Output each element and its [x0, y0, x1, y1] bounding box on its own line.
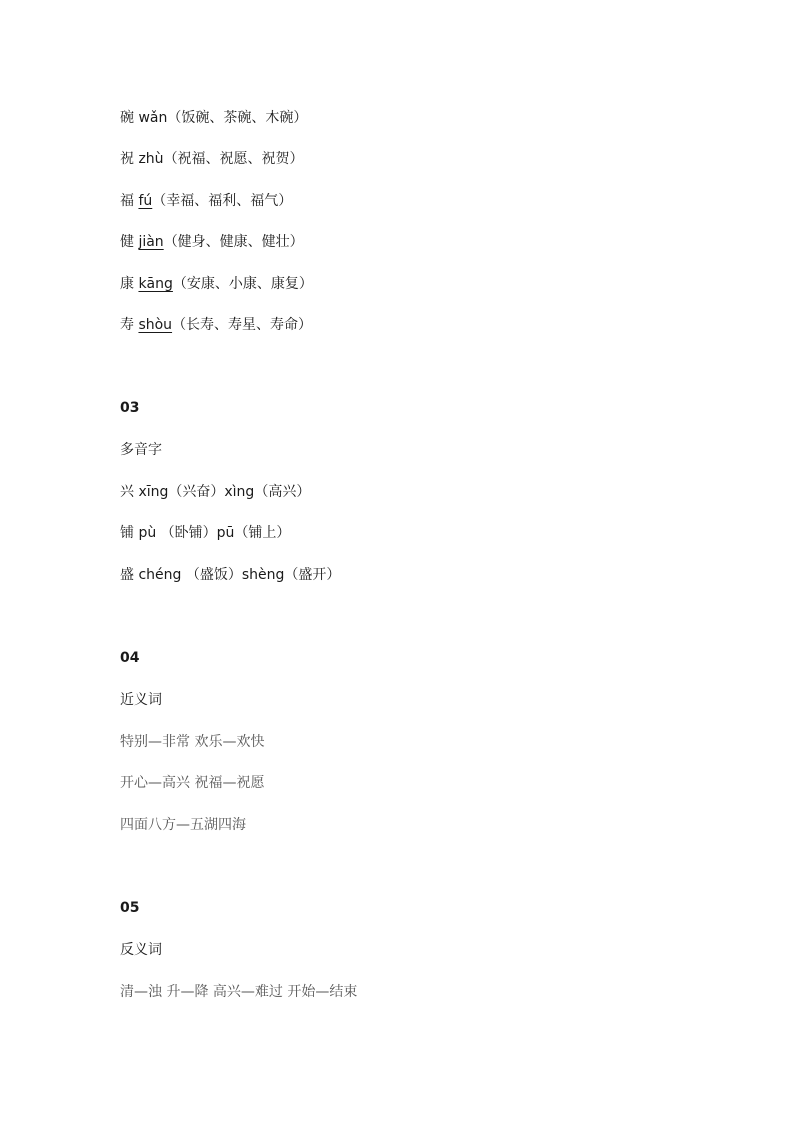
char-entry: [120, 108, 307, 128]
entry-words: （饭碗、茶碗、木碗）: [167, 110, 308, 126]
entry-char: 寿: [120, 317, 134, 333]
synonym-line: 开心—高兴 祝福—祝愿: [120, 775, 265, 791]
entry-words: （健身、健康、健壮）: [163, 234, 304, 250]
section-title: 反义词: [120, 942, 162, 958]
entry-pinyin: shòu: [138, 317, 173, 333]
char-entry: [120, 315, 312, 335]
polyphone-line: 兴 xīng（兴奋）xìng（高兴）: [120, 484, 311, 500]
section-number: 04: [120, 650, 140, 666]
entry-pinyin: fú: [138, 193, 153, 209]
section-number: 05: [120, 900, 140, 916]
section-title: 多音字: [120, 442, 162, 458]
char-entry: [120, 232, 304, 252]
antonym-line: 清—浊 升—降 高兴—难过 开始—结束: [120, 984, 358, 1000]
polyphone-line: 盛 chéng （盛饭）shèng（盛开）: [120, 567, 341, 583]
entry-words: （安康、小康、康复）: [172, 276, 313, 292]
entry-pinyin: kāng: [138, 276, 173, 292]
entry-pinyin: wǎn: [138, 110, 168, 126]
section-title: 近义词: [120, 692, 162, 708]
entry-words: （长寿、寿星、寿命）: [172, 317, 313, 333]
document-page: [120, 0, 760, 1122]
synonym-line: 特别—非常 欢乐—欢快: [120, 734, 265, 750]
entry-char: 福: [120, 193, 134, 209]
char-entry: [120, 149, 304, 169]
polyphone-line: 铺 pù （卧铺）pū（铺上）: [120, 525, 291, 541]
entry-words: （幸福、福利、福气）: [152, 193, 293, 209]
entry-char: 祝: [120, 151, 134, 167]
synonym-line: 四面八方—五湖四海: [120, 817, 246, 833]
char-entry: [120, 274, 313, 294]
entry-pinyin: jiàn: [138, 234, 164, 250]
entry-char: 健: [120, 234, 134, 250]
entry-char: 碗: [120, 110, 134, 126]
char-entry: [120, 191, 292, 211]
entry-char: 康: [120, 276, 134, 292]
entry-words: （祝福、祝愿、祝贺）: [163, 151, 304, 167]
entry-pinyin: zhù: [138, 151, 164, 167]
section-number: 03: [120, 400, 140, 416]
